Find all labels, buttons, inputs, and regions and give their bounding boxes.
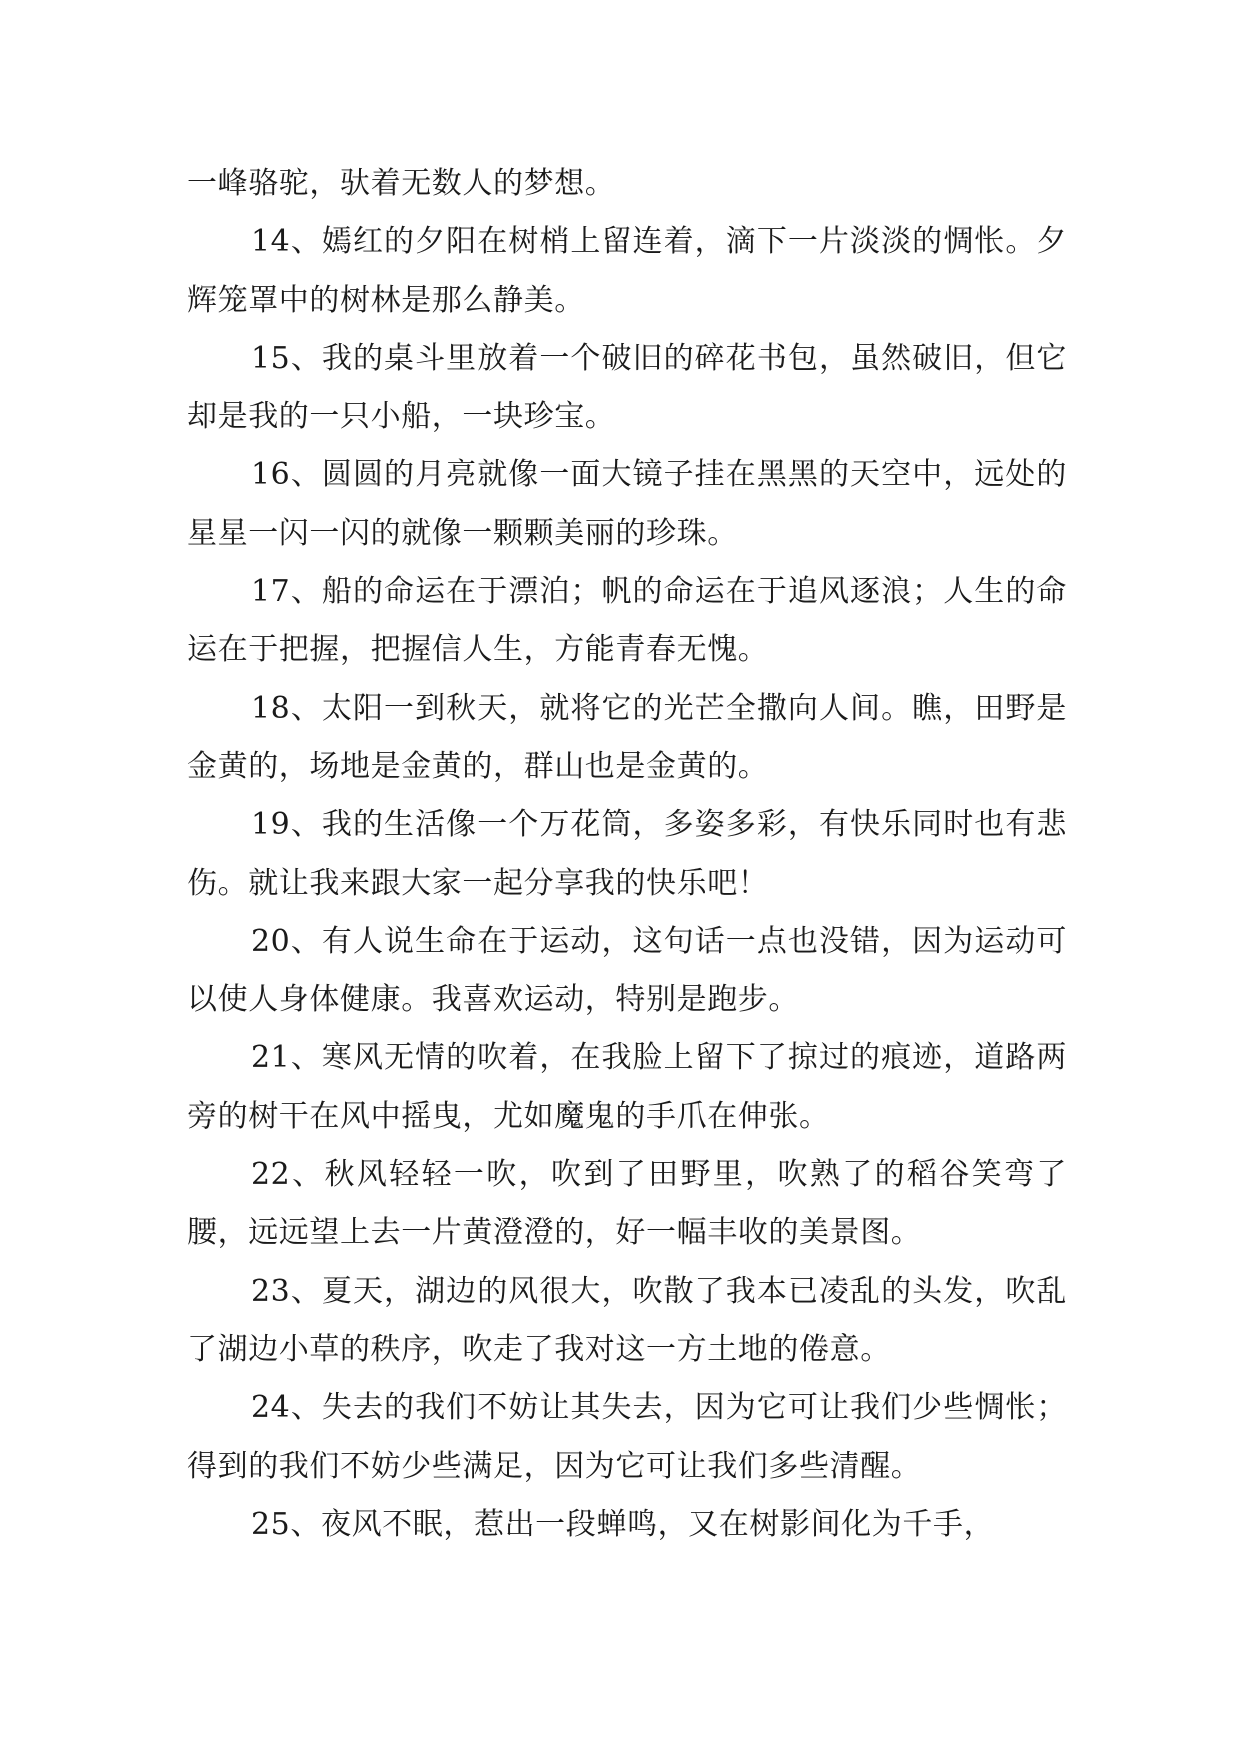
paragraph-23: 23、夏天，湖边的风很大，吹散了我本已凌乱的头发，吹乱了湖边小草的秩序，吹走了我对这一方土地的倦意。: [187, 1273, 1067, 1367]
paragraph-21: 21、寒风无情的吹着，在我脸上留下了掠过的痕迹，道路两旁的树干在风中摇曳，尤如魔鬼的手爪在伸张。: [187, 1040, 1067, 1134]
paragraph-continuation: 一峰骆驼，驮着无数人的梦想。: [187, 166, 616, 201]
paragraph-19: 19、我的生活像一个万花筒，多姿多彩，有快乐同时也有悲伤。就让我来跟大家一起分享我的快乐吧！: [187, 807, 1067, 901]
paragraph-24: 24、失去的我们不妨让其失去，因为它可让我们少些惆怅；得到的我们不妨少些满足，因为它可让我们多些清醒。: [187, 1390, 1067, 1484]
paragraph-20: 20、有人说生命在于运动，这句话一点也没错，因为运动可以使人身体健康。我喜欢运动，特别是跑步。: [187, 923, 1067, 1018]
paragraph-18: 18、太阳一到秋天，就将它的光芒全撒向人间。瞧，田野是金黄的，场地是金黄的，群山也是金黄的。: [187, 690, 1067, 784]
paragraph-15: 15、我的桌斗里放着一个破旧的碎花书包，虽然破旧，但它却是我的一只小船，一块珍宝。: [187, 340, 1067, 435]
paragraph-17: 17、船的命运在于漂泊；帆的命运在于追风逐浪；人生的命运在于把握，把握信人生，方能青春无愧。: [187, 574, 1067, 668]
paragraph-22: 22、秋风轻轻一吹，吹到了田野里，吹熟了的稻谷笑弯了腰，远远望上去一片黄澄澄的，好一幅丰收的美景图。: [187, 1157, 1067, 1251]
document-body: [187, 155, 1067, 1554]
paragraph-14: 14、嫣红的夕阳在树梢上留连着，滴下一片淡淡的惆怅。夕辉笼罩中的树林是那么静美。: [187, 224, 1067, 318]
paragraph-16: 16、圆圆的月亮就像一面大镜子挂在黑黑的天空中，远处的星星一闪一闪的就像一颗颗美丽的珍珠。: [187, 457, 1067, 551]
paragraph-25: 25、夜风不眠，惹出一段蝉鸣，又在树影间化为千手，: [251, 1506, 995, 1542]
